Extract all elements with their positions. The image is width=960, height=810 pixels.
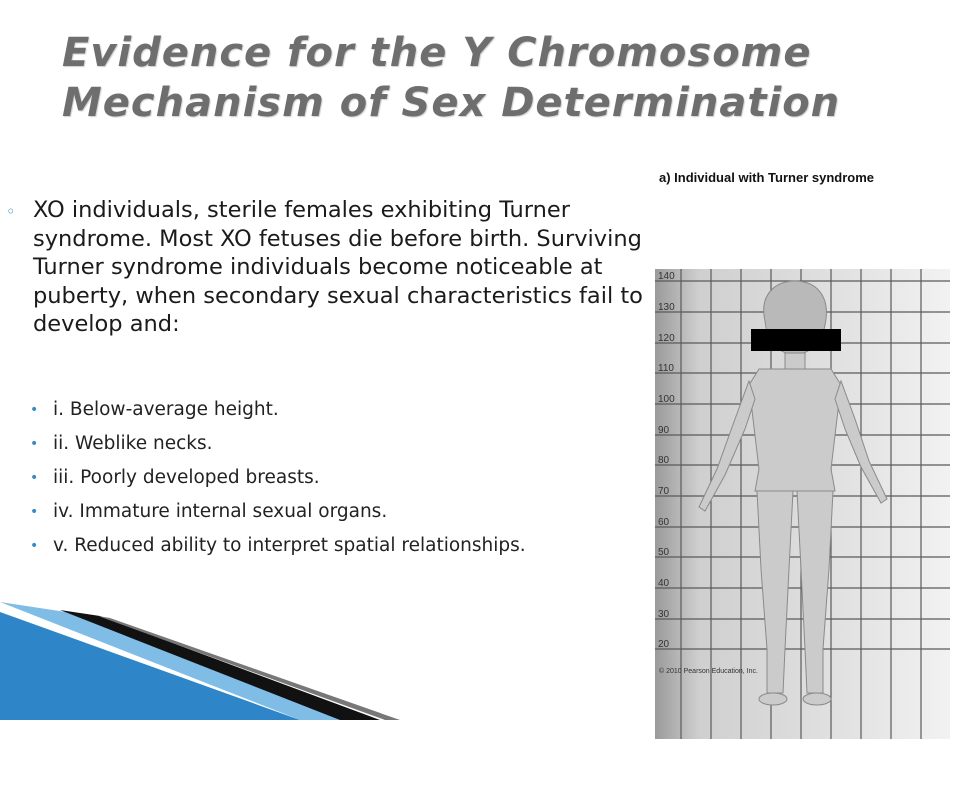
scale-tick: 130 (658, 302, 675, 313)
sub-bullet-text: iv. Immature internal sexual organs. (53, 501, 388, 522)
sub-bullet-item (30, 534, 590, 558)
scale-tick: 80 (658, 455, 670, 466)
slide-title (62, 28, 942, 128)
figure-caption: a) Individual with Turner syndrome (659, 170, 875, 185)
figure-credit: © 2010 Pearson Education, Inc. (659, 668, 758, 675)
scale-tick: 110 (658, 363, 674, 374)
hollow-circle-bullet-icon: ◦ (6, 202, 16, 221)
sub-bullet-text: ii. Weblike necks. (53, 433, 213, 454)
dot-bullet-icon: • (30, 470, 39, 486)
scale-tick: 50 (658, 547, 670, 558)
scale-tick: 60 (658, 517, 670, 528)
sub-bullet-item (30, 466, 590, 490)
dot-bullet-icon: • (30, 402, 39, 418)
scale-tick: 90 (658, 425, 670, 436)
scale-tick: 20 (658, 639, 670, 650)
title-line-2: Mechanism of Sex Determination (62, 80, 841, 126)
sub-bullet-text: iii. Poorly developed breasts. (53, 467, 320, 488)
sub-bullet-list (30, 398, 590, 568)
figure-photo (655, 198, 950, 810)
scale-tick: 140 (658, 271, 675, 282)
title-line-1: Evidence for the Y Chromosome (62, 30, 812, 76)
main-bullet (6, 196, 656, 339)
scale-tick: 40 (658, 578, 670, 589)
scale-tick: 100 (658, 394, 675, 405)
turner-syndrome-figure (655, 160, 950, 700)
sub-bullet-item (30, 398, 590, 422)
corner-decoration (0, 560, 660, 720)
sub-bullet-item (30, 500, 590, 524)
dot-bullet-icon: • (30, 436, 39, 452)
dot-bullet-icon: • (30, 538, 39, 554)
dot-bullet-icon: • (30, 504, 39, 520)
deco-blue-wedge (0, 612, 300, 720)
scale-tick: 120 (658, 333, 675, 344)
sub-bullet-text: i. Below-average height. (53, 399, 279, 420)
eye-censor-bar (751, 329, 841, 351)
scale-tick: 70 (658, 486, 670, 497)
sub-bullet-item (30, 432, 590, 456)
sub-bullet-text: v. Reduced ability to interpret spatial relationships. (53, 535, 526, 556)
main-bullet-text: XO individuals, sterile females exhibiting Turner syndrome. Most XO fetuses die before birth. Surviving Turner syndrome individuals become noticeable at puberty, when secondary sexual characteristics fail to develop and: (33, 197, 643, 338)
scale-tick: 30 (658, 609, 670, 620)
